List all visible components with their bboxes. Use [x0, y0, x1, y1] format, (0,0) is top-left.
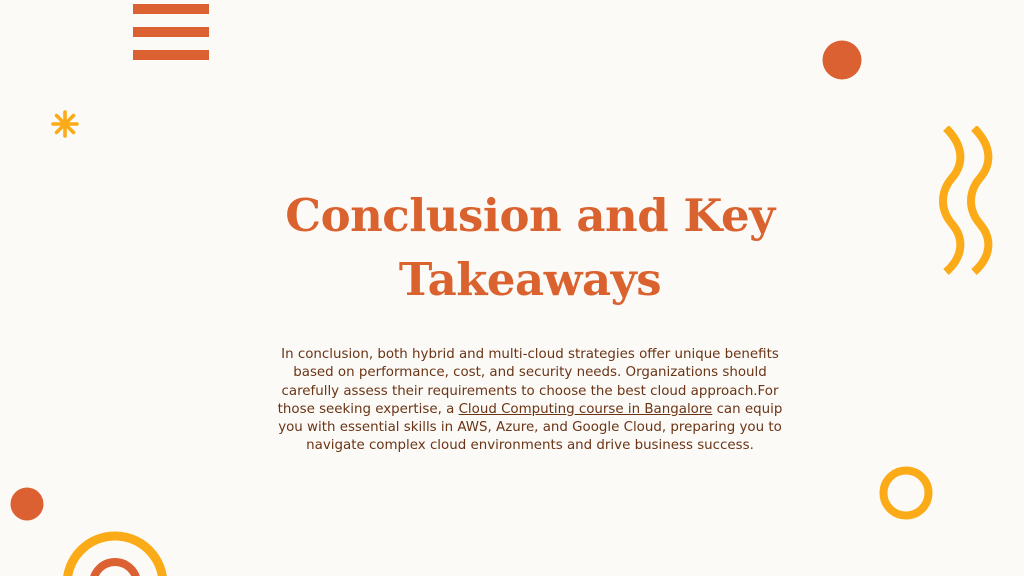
body-paragraph [272, 346, 788, 456]
ring-icon [878, 465, 934, 521]
orange-dot-bottom-icon [10, 487, 44, 521]
paragraph-text-after-link: can equip you with essential skills in AWS, Azure, and Google Cloud, preparing you to navigate complex cloud environments and drive business success. [278, 401, 783, 454]
concentric-arcs-icon [60, 530, 170, 576]
orange-dot-top-icon [822, 40, 862, 80]
slide-title-line-1: Conclusion and Key [285, 189, 775, 242]
asterisk-icon [50, 109, 80, 139]
slide-title [262, 184, 798, 312]
slide-title-line-2: Takeaways [398, 253, 662, 306]
hamburger-stripes-icon [133, 4, 209, 62]
wavy-lines-icon [936, 126, 1002, 276]
cloud-computing-course-link[interactable]: Cloud Computing course in Bangalore [458, 401, 713, 417]
paragraph-text-before-link: In conclusion, both hybrid and multi-cloud strategies offer unique benefits based on performance, cost, and security needs. Organizations should carefully assess their requirements to choose the best cloud approach.For those seeking expertise, a [277, 347, 779, 417]
